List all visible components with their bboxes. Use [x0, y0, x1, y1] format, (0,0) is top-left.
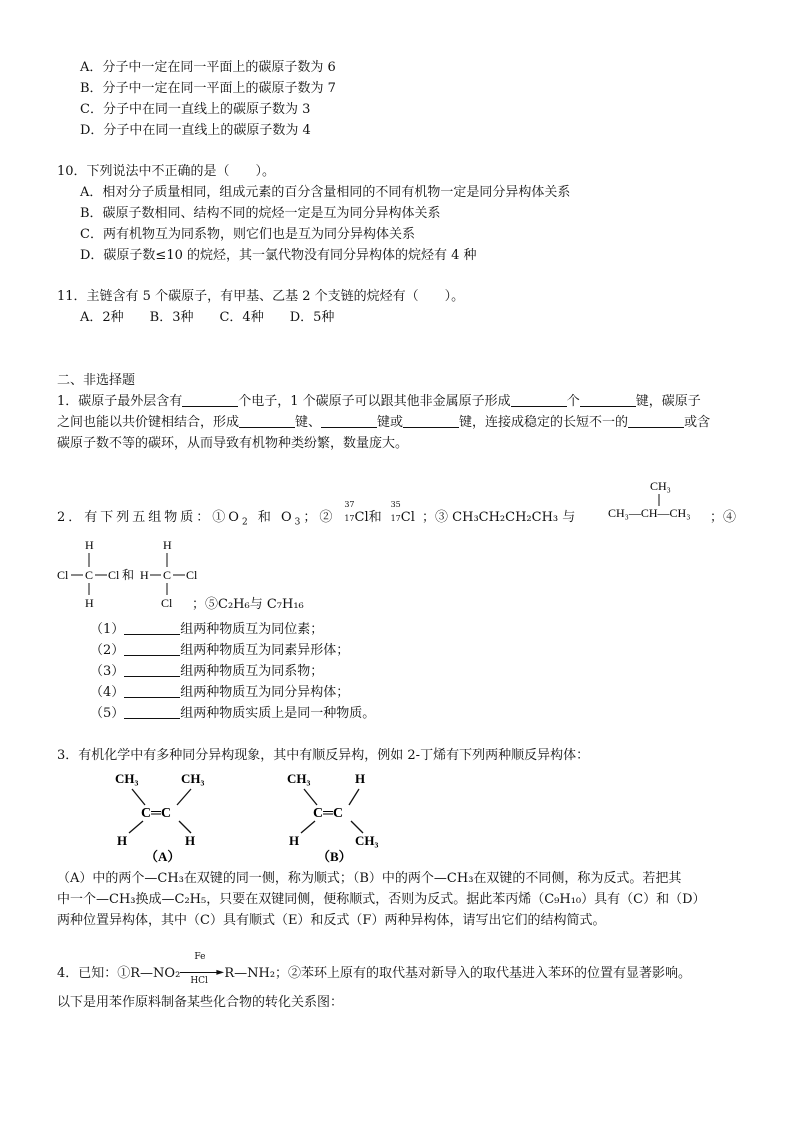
q11-options: A．2种 B．3种 C．4种 D．5种 — [80, 310, 335, 325]
atom-h: H — [85, 596, 94, 610]
atom-cl: Cl — [108, 568, 120, 582]
bond-line — [132, 789, 145, 805]
q2-sub: 3 — [294, 517, 304, 528]
s2-q1-text: 个 — [566, 394, 580, 409]
sub-text: 组两种物质互为同系物； — [180, 664, 324, 679]
q3-para-2: 中一个—CH₃换成—C₂H₅，只要在双键同侧，便称顺式，否则为反式。据此苯丙烯（C₉H₁₀）具有（C）和（D） — [57, 892, 706, 907]
s2-q1-text: 键，碳原子 — [635, 394, 701, 409]
s2-q1-text: 1．碳原子最外层含有 — [57, 394, 183, 409]
s2-q1-text: 键或 — [377, 415, 404, 430]
atom-cl: Cl — [161, 596, 173, 610]
sub-number: （1） — [90, 622, 125, 637]
q2-sub-4 — [90, 682, 349, 703]
bond-line — [177, 789, 191, 805]
butene-isomers — [105, 765, 395, 865]
q11-stem: 11．主链含有 5 个碳原子，有甲基、乙基 2 个支链的烷烃有（ ）。 — [57, 289, 465, 304]
bond-line — [304, 789, 317, 805]
sub-number: （2） — [90, 643, 125, 658]
q10-option-d: D．碳原子数≤10 的烷烃，其一氯代物没有同分异构体的烷烃有 4 种 — [80, 248, 477, 263]
atom-h: H — [140, 568, 149, 582]
s2-q1-text: 个电子，1 个碳原子可以跟其他非金属原子形成 — [238, 394, 511, 409]
bond-line — [301, 821, 315, 833]
isomer-a-label: （A） — [145, 849, 181, 864]
s2-q1-text: 键，连接成稳定的长短不一的 — [459, 415, 629, 430]
ch3-label: CH₃ — [287, 771, 311, 786]
mass-number: 37 — [344, 500, 355, 509]
dichloromethane-structures — [55, 537, 215, 617]
q2-sub-2 — [90, 640, 349, 661]
ch3-label: CH₃ — [355, 833, 379, 848]
answer-blank[interactable] — [239, 412, 295, 428]
answer-blank[interactable] — [182, 391, 238, 407]
isotope-cl35: Cl — [400, 510, 415, 525]
answer-blank[interactable] — [321, 412, 377, 428]
atomic-number: 17 — [390, 514, 401, 523]
q4-line1 — [57, 952, 692, 986]
atom-cl: Cl — [57, 568, 69, 582]
q4-line2: 以下是用苯作原料制备某些化合物的转化关系图： — [57, 995, 344, 1010]
sub-number: （3） — [90, 664, 125, 679]
ch3-label: CH₃ — [181, 771, 205, 786]
atom-h: H — [185, 833, 196, 848]
bond-line — [349, 789, 359, 805]
sub-text: 组两种物质互为同素异形体； — [180, 643, 350, 658]
q4-start: 4．已知：①R—NO₂ — [57, 966, 181, 981]
q3-stem: 3．有机化学中有多种同分异构现象，其中有顺反异构，例如 2-丁烯有下列两种顺反异构体： — [57, 748, 590, 763]
and-word: 和 — [122, 568, 135, 582]
sub-text: 组两种物质实质上是同一种物质。 — [180, 706, 376, 721]
q2-sub: 2 — [241, 517, 251, 528]
q2-sub-3 — [90, 661, 323, 682]
q10-option-a: A．相对分子质量相同，组成元素的百分含量相同的不同有机物一定是同分异构体关系 — [80, 185, 571, 200]
q2-sub-5 — [90, 703, 375, 724]
ch3-label: CH₃ — [115, 771, 139, 786]
reagent-hcl: HCl — [190, 976, 208, 986]
q9-option-b: B．分子中一定在同一平面上的碳原子数为 7 — [80, 81, 336, 96]
isobutane-chain: CH₃—CH—CH₃ — [608, 506, 691, 520]
atom-c: C — [163, 568, 172, 582]
atom-cl: Cl — [186, 568, 198, 582]
q9-option-a: A．分子中一定在同一平面上的碳原子数为 6 — [80, 60, 336, 75]
atom-h: H — [163, 538, 172, 552]
q3-para-1: （A）中的两个—CH₃在双键的同一侧，称为顺式；（B）中的两个—CH₃在双键的不同侧，称为反式。若把其 — [57, 871, 682, 886]
answer-blank[interactable] — [124, 619, 180, 635]
isomer-b-label: （B） — [317, 849, 352, 864]
s2-q2-line: 2．有下列五组物质：$①O_2$ 和 $O_3$；② 37 17 Cl和 35 17 Cl ；③ CH₃CH₂CH₂CH₃ 与 — [57, 500, 576, 528]
atom-h: H — [289, 833, 300, 848]
sub-number: （4） — [90, 685, 125, 700]
q9-option-d: D．分子中在同一直线上的碳原子数为 4 — [80, 123, 311, 138]
s2-q1-text: 之间也能以共价键相结合，形成 — [57, 415, 240, 430]
answer-blank[interactable] — [628, 412, 684, 428]
answer-blank[interactable] — [403, 412, 459, 428]
atom-h: H — [117, 833, 128, 848]
answer-blank[interactable] — [124, 682, 180, 698]
s2-q1-line3: 碳原子数不等的碳环，从而导致有机物种类纷繁，数量庞大。 — [57, 436, 409, 451]
q4-mid: R—NH₂；②苯环上原有的取代基对新导入的取代基进入苯环的位置有显著影响。 — [224, 966, 692, 981]
s2-q1-line1 — [57, 391, 701, 412]
double-bond: C═C — [141, 806, 172, 821]
bond-line — [129, 821, 143, 833]
q2-circ4: ；④ — [710, 510, 737, 525]
answer-blank[interactable] — [124, 640, 180, 656]
isobutane-structure — [606, 476, 718, 526]
isotope-prefix — [389, 500, 401, 523]
answer-blank[interactable] — [580, 391, 636, 407]
butane-formula: CH₃CH₂CH₂CH₃ 与 — [452, 510, 576, 525]
bond-line — [179, 821, 191, 833]
double-bond: C═C — [313, 806, 344, 821]
isobutane-ch3-top: CH₃ — [650, 479, 671, 493]
answer-blank[interactable] — [124, 661, 180, 677]
q3-para-3: 两种位置异构体，其中（C）具有顺式（E）和反式（F）两种异构体，请写出它们的结构简式。 — [57, 913, 606, 928]
q10-stem: 10．下列说法中不正确的是（ ）。 — [57, 164, 276, 179]
answer-blank[interactable] — [124, 703, 180, 719]
atom-c: C — [85, 568, 94, 582]
s2-q1-text: 或含 — [684, 415, 711, 430]
atom-h: H — [85, 538, 94, 552]
q9-option-c: C．分子中在同一直线上的碳原子数为 3 — [80, 102, 311, 117]
reagent-fe: Fe — [194, 952, 206, 962]
q2-sub-1 — [90, 619, 323, 640]
sub-number: （5） — [90, 706, 125, 721]
q2-and: 和 O — [257, 510, 295, 525]
q2-and-word: 和 — [368, 510, 382, 525]
sub-text: 组两种物质互为同分异构体； — [180, 685, 350, 700]
isotope-cl37: Cl — [354, 510, 369, 525]
arrow-head: ► — [216, 967, 225, 978]
mass-number: 35 — [390, 500, 401, 509]
atomic-number: 17 — [344, 514, 355, 523]
bond-line — [351, 821, 363, 833]
q10-option-c: C．两有机物互为同系物，则它们也是互为同分异构体关系 — [80, 227, 415, 242]
isotope-prefix — [343, 500, 355, 523]
q2-intro: 2．有下列五组物质：①O — [57, 510, 242, 525]
s2-q1-line2 — [57, 412, 710, 433]
sub-text: 组两种物质互为同位素； — [180, 622, 324, 637]
q2-tail: ；⑤C₂H₆与 C₇H₁₆ — [192, 597, 304, 612]
section-title: 二、非选择题 — [57, 373, 136, 388]
s2-q1-text: 键、 — [295, 415, 322, 430]
q10-option-b: B．碳原子数相同、结构不同的烷烃一定是互为同分异构体关系 — [80, 206, 441, 221]
reaction-arrow — [180, 952, 225, 986]
answer-blank[interactable] — [511, 391, 567, 407]
q2-circ2: ；② — [303, 510, 336, 525]
atom-h: H — [355, 771, 366, 786]
